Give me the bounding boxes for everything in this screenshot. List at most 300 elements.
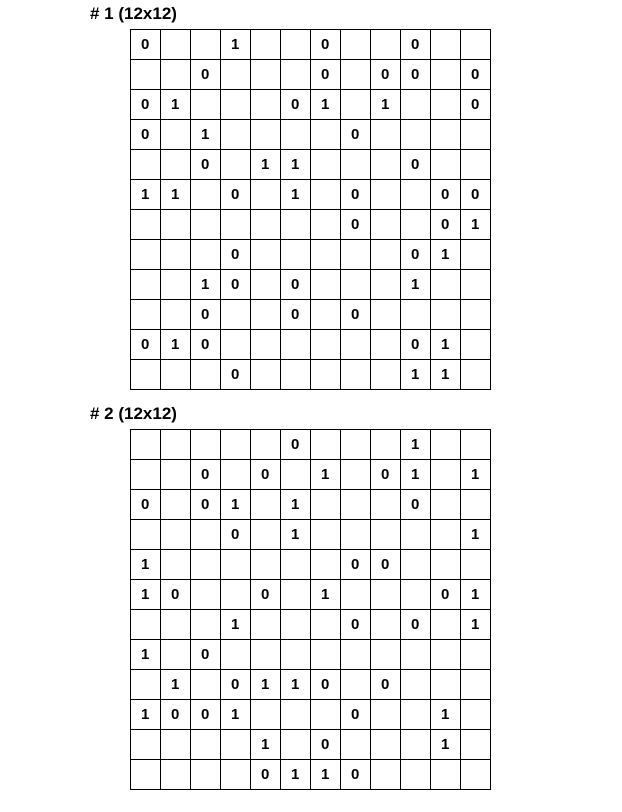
grid-cell[interactable] — [221, 180, 251, 210]
grid-cell[interactable] — [221, 330, 251, 360]
grid-cell[interactable] — [371, 640, 401, 670]
grid-cell[interactable] — [311, 60, 341, 90]
grid-cell[interactable] — [431, 30, 461, 60]
grid-cell[interactable] — [281, 90, 311, 120]
grid-cell[interactable] — [191, 270, 221, 300]
grid-cell[interactable] — [221, 240, 251, 270]
grid-cell[interactable] — [311, 270, 341, 300]
grid-cell[interactable] — [401, 30, 431, 60]
grid-cell[interactable] — [341, 490, 371, 520]
grid-cell[interactable] — [191, 430, 221, 460]
cell-value: 1 — [171, 96, 180, 113]
grid-cell[interactable] — [191, 300, 221, 330]
grid-cell[interactable] — [461, 210, 491, 240]
grid-cell[interactable] — [461, 460, 491, 490]
grid-cell[interactable] — [401, 330, 431, 360]
grid-cell[interactable] — [431, 580, 461, 610]
grid-cell[interactable] — [341, 30, 371, 60]
cell-value: 0 — [321, 676, 330, 693]
grid-cell[interactable] — [311, 210, 341, 240]
grid-cell[interactable] — [281, 150, 311, 180]
grid-cell[interactable] — [251, 150, 281, 180]
grid-cell[interactable] — [371, 610, 401, 640]
grid-cell[interactable] — [161, 360, 191, 390]
grid-cell[interactable] — [401, 60, 431, 90]
grid-cell[interactable] — [251, 580, 281, 610]
grid-cell[interactable] — [401, 580, 431, 610]
grid-cell[interactable] — [251, 180, 281, 210]
grid-cell[interactable] — [341, 360, 371, 390]
grid-cell[interactable] — [191, 360, 221, 390]
grid-cell[interactable] — [461, 520, 491, 550]
grid-cell[interactable] — [191, 330, 221, 360]
grid-cell[interactable] — [371, 150, 401, 180]
grid-cell[interactable] — [161, 700, 191, 730]
grid-cell[interactable] — [311, 490, 341, 520]
grid-cell[interactable] — [461, 360, 491, 390]
grid-cell[interactable] — [341, 670, 371, 700]
grid-cell[interactable] — [281, 490, 311, 520]
grid-cell[interactable] — [341, 550, 371, 580]
grid-cell[interactable] — [251, 700, 281, 730]
grid-cell[interactable] — [401, 520, 431, 550]
grid-cell[interactable] — [191, 700, 221, 730]
grid-cell[interactable] — [131, 700, 161, 730]
grid-cell[interactable] — [371, 430, 401, 460]
grid-cell[interactable] — [341, 520, 371, 550]
grid-cell[interactable] — [311, 150, 341, 180]
grid-cell[interactable] — [341, 640, 371, 670]
grid-cell[interactable] — [371, 760, 401, 790]
grid-cell[interactable] — [281, 330, 311, 360]
grid-cell[interactable] — [431, 700, 461, 730]
grid-cell[interactable] — [311, 120, 341, 150]
grid-cell[interactable] — [341, 580, 371, 610]
grid-cell[interactable] — [401, 610, 431, 640]
grid-cell[interactable] — [161, 150, 191, 180]
grid-cell[interactable] — [431, 240, 461, 270]
grid-cell[interactable] — [161, 240, 191, 270]
grid-cell[interactable] — [131, 730, 161, 760]
grid-cell[interactable] — [461, 430, 491, 460]
grid-cell[interactable] — [191, 670, 221, 700]
grid-cell[interactable] — [461, 90, 491, 120]
grid-cell[interactable] — [341, 150, 371, 180]
grid-cell[interactable] — [401, 150, 431, 180]
grid-cell[interactable] — [431, 360, 461, 390]
puzzle-2-grid — [130, 429, 491, 790]
grid-cell[interactable] — [461, 700, 491, 730]
grid-cell[interactable] — [221, 550, 251, 580]
grid-cell[interactable] — [191, 610, 221, 640]
grid-cell[interactable] — [161, 760, 191, 790]
grid-cell[interactable] — [281, 240, 311, 270]
grid-cell[interactable] — [131, 760, 161, 790]
grid-cell[interactable] — [401, 120, 431, 150]
grid-cell[interactable] — [371, 180, 401, 210]
grid-cell[interactable] — [341, 700, 371, 730]
grid-cell[interactable] — [191, 240, 221, 270]
grid-cell[interactable] — [461, 670, 491, 700]
grid-cell[interactable] — [131, 90, 161, 120]
grid-cell[interactable] — [401, 210, 431, 240]
grid-cell[interactable] — [341, 90, 371, 120]
grid-cell[interactable] — [371, 300, 401, 330]
grid-cell[interactable] — [461, 580, 491, 610]
grid-cell[interactable] — [251, 760, 281, 790]
grid-cell[interactable] — [311, 460, 341, 490]
grid-cell[interactable] — [431, 180, 461, 210]
grid-cell[interactable] — [251, 730, 281, 760]
grid-cell[interactable] — [461, 150, 491, 180]
cell-value: 0 — [441, 216, 450, 233]
grid-cell[interactable] — [131, 610, 161, 640]
grid-cell[interactable] — [251, 330, 281, 360]
grid-cell[interactable] — [281, 550, 311, 580]
grid-cell[interactable] — [221, 210, 251, 240]
grid-cell[interactable] — [221, 610, 251, 640]
grid-cell[interactable] — [401, 360, 431, 390]
grid-cell[interactable] — [341, 300, 371, 330]
grid-cell[interactable] — [191, 490, 221, 520]
grid-cell[interactable] — [281, 430, 311, 460]
grid-cell[interactable] — [311, 360, 341, 390]
cell-value: 0 — [351, 766, 360, 783]
grid-cell[interactable] — [251, 550, 281, 580]
grid-cell[interactable] — [371, 60, 401, 90]
grid-cell[interactable] — [221, 700, 251, 730]
grid-cell[interactable] — [281, 180, 311, 210]
grid-cell[interactable] — [131, 640, 161, 670]
grid-cell[interactable] — [311, 730, 341, 760]
grid-cell[interactable] — [221, 270, 251, 300]
grid-cell[interactable] — [191, 730, 221, 760]
grid-cell[interactable] — [461, 760, 491, 790]
grid-cell[interactable] — [221, 730, 251, 760]
grid-cell[interactable] — [371, 520, 401, 550]
grid-cell[interactable] — [221, 640, 251, 670]
grid-cell[interactable] — [281, 640, 311, 670]
grid-cell[interactable] — [131, 210, 161, 240]
grid-cell[interactable] — [431, 270, 461, 300]
grid-cell[interactable] — [371, 90, 401, 120]
grid-cell[interactable] — [281, 670, 311, 700]
grid-cell[interactable] — [191, 550, 221, 580]
grid-cell[interactable] — [371, 360, 401, 390]
grid-cell[interactable] — [281, 360, 311, 390]
grid-cell[interactable] — [191, 520, 221, 550]
grid-cell[interactable] — [431, 730, 461, 760]
grid-cell[interactable] — [161, 520, 191, 550]
grid-cell[interactable] — [161, 60, 191, 90]
grid-cell[interactable] — [281, 460, 311, 490]
grid-cell[interactable] — [371, 670, 401, 700]
grid-cell[interactable] — [131, 120, 161, 150]
grid-cell[interactable] — [221, 430, 251, 460]
grid-cell[interactable] — [371, 120, 401, 150]
cell-value: 1 — [231, 706, 240, 723]
grid-cell[interactable] — [161, 180, 191, 210]
grid-cell[interactable] — [161, 120, 191, 150]
grid-cell[interactable] — [251, 90, 281, 120]
grid-cell[interactable] — [191, 30, 221, 60]
grid-cell[interactable] — [221, 520, 251, 550]
grid-cell[interactable] — [431, 330, 461, 360]
grid-cell[interactable] — [371, 550, 401, 580]
grid-cell[interactable] — [281, 270, 311, 300]
grid-cell[interactable] — [371, 240, 401, 270]
grid-cell[interactable] — [131, 330, 161, 360]
grid-cell[interactable] — [311, 330, 341, 360]
grid-cell[interactable] — [281, 700, 311, 730]
grid-cell[interactable] — [161, 730, 191, 760]
grid-cell[interactable] — [341, 270, 371, 300]
grid-cell[interactable] — [161, 460, 191, 490]
grid-cell[interactable] — [251, 520, 281, 550]
grid-cell[interactable] — [281, 520, 311, 550]
grid-cell[interactable] — [131, 670, 161, 700]
grid-cell[interactable] — [161, 300, 191, 330]
grid-cell[interactable] — [221, 90, 251, 120]
grid-cell[interactable] — [191, 120, 221, 150]
grid-cell[interactable] — [341, 760, 371, 790]
grid-cell[interactable] — [371, 700, 401, 730]
grid-cell[interactable] — [281, 210, 311, 240]
cell-value: 0 — [141, 126, 150, 143]
grid-cell[interactable] — [251, 430, 281, 460]
grid-cell[interactable] — [281, 300, 311, 330]
grid-cell[interactable] — [221, 150, 251, 180]
grid-cell[interactable] — [401, 240, 431, 270]
grid-cell[interactable] — [161, 90, 191, 120]
grid-cell[interactable] — [461, 120, 491, 150]
grid-cell[interactable] — [161, 610, 191, 640]
grid-cell[interactable] — [221, 300, 251, 330]
grid-cell[interactable] — [311, 180, 341, 210]
grid-cell[interactable] — [431, 670, 461, 700]
grid-cell[interactable] — [131, 520, 161, 550]
grid-cell[interactable] — [161, 640, 191, 670]
grid-cell[interactable] — [431, 760, 461, 790]
grid-cell[interactable] — [371, 490, 401, 520]
grid-cell[interactable] — [251, 670, 281, 700]
grid-cell[interactable] — [221, 30, 251, 60]
grid-cell[interactable] — [431, 640, 461, 670]
grid-cell[interactable] — [251, 30, 281, 60]
grid-cell[interactable] — [131, 240, 161, 270]
grid-cell[interactable] — [401, 730, 431, 760]
grid-cell[interactable] — [371, 730, 401, 760]
grid-cell[interactable] — [461, 180, 491, 210]
grid-cell[interactable] — [311, 580, 341, 610]
grid-cell[interactable] — [341, 120, 371, 150]
grid-cell[interactable] — [461, 490, 491, 520]
grid-cell[interactable] — [341, 610, 371, 640]
grid-cell[interactable] — [221, 60, 251, 90]
grid-cell[interactable] — [131, 270, 161, 300]
grid-cell[interactable] — [311, 550, 341, 580]
grid-cell[interactable] — [131, 30, 161, 60]
grid-cell[interactable] — [401, 490, 431, 520]
grid-cell[interactable] — [251, 610, 281, 640]
grid-cell[interactable] — [341, 730, 371, 760]
grid-cell[interactable] — [161, 30, 191, 60]
grid-cell[interactable] — [431, 610, 461, 640]
grid-cell[interactable] — [161, 490, 191, 520]
grid-cell[interactable] — [131, 580, 161, 610]
grid-cell[interactable] — [401, 430, 431, 460]
grid-cell[interactable] — [341, 180, 371, 210]
grid-cell[interactable] — [221, 760, 251, 790]
grid-cell[interactable] — [311, 240, 341, 270]
grid-cell[interactable] — [281, 730, 311, 760]
grid-cell[interactable] — [311, 610, 341, 640]
grid-cell[interactable] — [461, 610, 491, 640]
grid-cell[interactable] — [161, 670, 191, 700]
grid-cell[interactable] — [431, 210, 461, 240]
grid-cell[interactable] — [251, 60, 281, 90]
grid-cell[interactable] — [341, 210, 371, 240]
grid-cell[interactable] — [461, 300, 491, 330]
grid-cell[interactable] — [341, 60, 371, 90]
cell-value: 1 — [261, 736, 270, 753]
grid-cell[interactable] — [281, 30, 311, 60]
grid-cell[interactable] — [311, 520, 341, 550]
grid-cell[interactable] — [221, 460, 251, 490]
grid-cell[interactable] — [191, 210, 221, 240]
grid-cell[interactable] — [461, 550, 491, 580]
grid-cell[interactable] — [221, 360, 251, 390]
grid-cell[interactable] — [191, 760, 221, 790]
grid-cell[interactable] — [461, 60, 491, 90]
grid-cell[interactable] — [161, 210, 191, 240]
grid-cell[interactable] — [251, 490, 281, 520]
grid-cell[interactable] — [461, 240, 491, 270]
grid-cell[interactable] — [191, 150, 221, 180]
grid-cell[interactable] — [371, 270, 401, 300]
grid-cell[interactable] — [431, 460, 461, 490]
grid-cell[interactable] — [401, 90, 431, 120]
grid-cell[interactable] — [401, 700, 431, 730]
grid-cell[interactable] — [161, 270, 191, 300]
grid-cell[interactable] — [251, 300, 281, 330]
grid-cell[interactable] — [431, 520, 461, 550]
grid-cell[interactable] — [461, 640, 491, 670]
grid-cell[interactable] — [341, 330, 371, 360]
grid-cell[interactable] — [401, 270, 431, 300]
grid-cell[interactable] — [431, 120, 461, 150]
grid-cell[interactable] — [431, 90, 461, 120]
grid-cell[interactable] — [371, 580, 401, 610]
grid-cell[interactable] — [341, 430, 371, 460]
grid-cell[interactable] — [461, 30, 491, 60]
grid-cell[interactable] — [281, 760, 311, 790]
grid-cell[interactable] — [131, 300, 161, 330]
grid-cell[interactable] — [311, 670, 341, 700]
grid-cell[interactable] — [401, 550, 431, 580]
grid-cell[interactable] — [401, 460, 431, 490]
grid-cell[interactable] — [161, 430, 191, 460]
grid-cell[interactable] — [131, 150, 161, 180]
grid-cell[interactable] — [371, 30, 401, 60]
grid-cell[interactable] — [281, 120, 311, 150]
grid-cell[interactable] — [311, 640, 341, 670]
grid-cell[interactable] — [191, 60, 221, 90]
grid-cell[interactable] — [221, 670, 251, 700]
grid-cell[interactable] — [431, 550, 461, 580]
grid-cell[interactable] — [131, 490, 161, 520]
grid-cell[interactable] — [371, 330, 401, 360]
grid-cell[interactable] — [251, 240, 281, 270]
grid-cell[interactable] — [191, 90, 221, 120]
grid-cell[interactable] — [131, 360, 161, 390]
grid-cell[interactable] — [131, 460, 161, 490]
grid-cell[interactable] — [251, 270, 281, 300]
grid-cell[interactable] — [311, 760, 341, 790]
grid-cell[interactable] — [281, 610, 311, 640]
grid-cell[interactable] — [311, 700, 341, 730]
grid-cell[interactable] — [371, 210, 401, 240]
grid-cell[interactable] — [401, 760, 431, 790]
grid-cell[interactable] — [161, 580, 191, 610]
cell-value: 0 — [231, 366, 240, 383]
grid-cell[interactable] — [401, 640, 431, 670]
grid-cell[interactable] — [431, 300, 461, 330]
grid-cell[interactable] — [341, 240, 371, 270]
grid-cell[interactable] — [221, 120, 251, 150]
grid-cell[interactable] — [311, 90, 341, 120]
grid-cell[interactable] — [251, 210, 281, 240]
grid-cell[interactable] — [281, 580, 311, 610]
grid-cell[interactable] — [191, 460, 221, 490]
grid-cell[interactable] — [371, 460, 401, 490]
grid-cell[interactable] — [311, 430, 341, 460]
grid-cell[interactable] — [431, 150, 461, 180]
grid-cell[interactable] — [251, 360, 281, 390]
grid-cell[interactable] — [131, 550, 161, 580]
grid-cell[interactable] — [251, 640, 281, 670]
grid-cell[interactable] — [311, 300, 341, 330]
puzzle-1-grid — [130, 29, 491, 390]
grid-cell[interactable] — [131, 60, 161, 90]
grid-cell[interactable] — [431, 490, 461, 520]
grid-cell[interactable] — [161, 550, 191, 580]
grid-cell[interactable] — [461, 330, 491, 360]
grid-cell[interactable] — [251, 120, 281, 150]
grid-cell[interactable] — [431, 60, 461, 90]
grid-cell[interactable] — [311, 30, 341, 60]
grid-cell[interactable] — [461, 270, 491, 300]
cell-value: 1 — [291, 496, 300, 513]
grid-cell[interactable] — [221, 580, 251, 610]
grid-cell[interactable] — [341, 460, 371, 490]
grid-cell[interactable] — [401, 180, 431, 210]
grid-cell[interactable] — [161, 330, 191, 360]
grid-cell[interactable] — [431, 430, 461, 460]
grid-cell[interactable] — [251, 460, 281, 490]
cell-value: 0 — [351, 126, 360, 143]
grid-cell[interactable] — [461, 730, 491, 760]
grid-cell[interactable] — [191, 640, 221, 670]
grid-cell[interactable] — [131, 180, 161, 210]
grid-cell[interactable] — [131, 430, 161, 460]
grid-cell[interactable] — [401, 300, 431, 330]
grid-cell[interactable] — [191, 180, 221, 210]
grid-cell[interactable] — [191, 580, 221, 610]
grid-cell[interactable] — [401, 670, 431, 700]
grid-cell[interactable] — [281, 60, 311, 90]
grid-cell[interactable] — [221, 490, 251, 520]
